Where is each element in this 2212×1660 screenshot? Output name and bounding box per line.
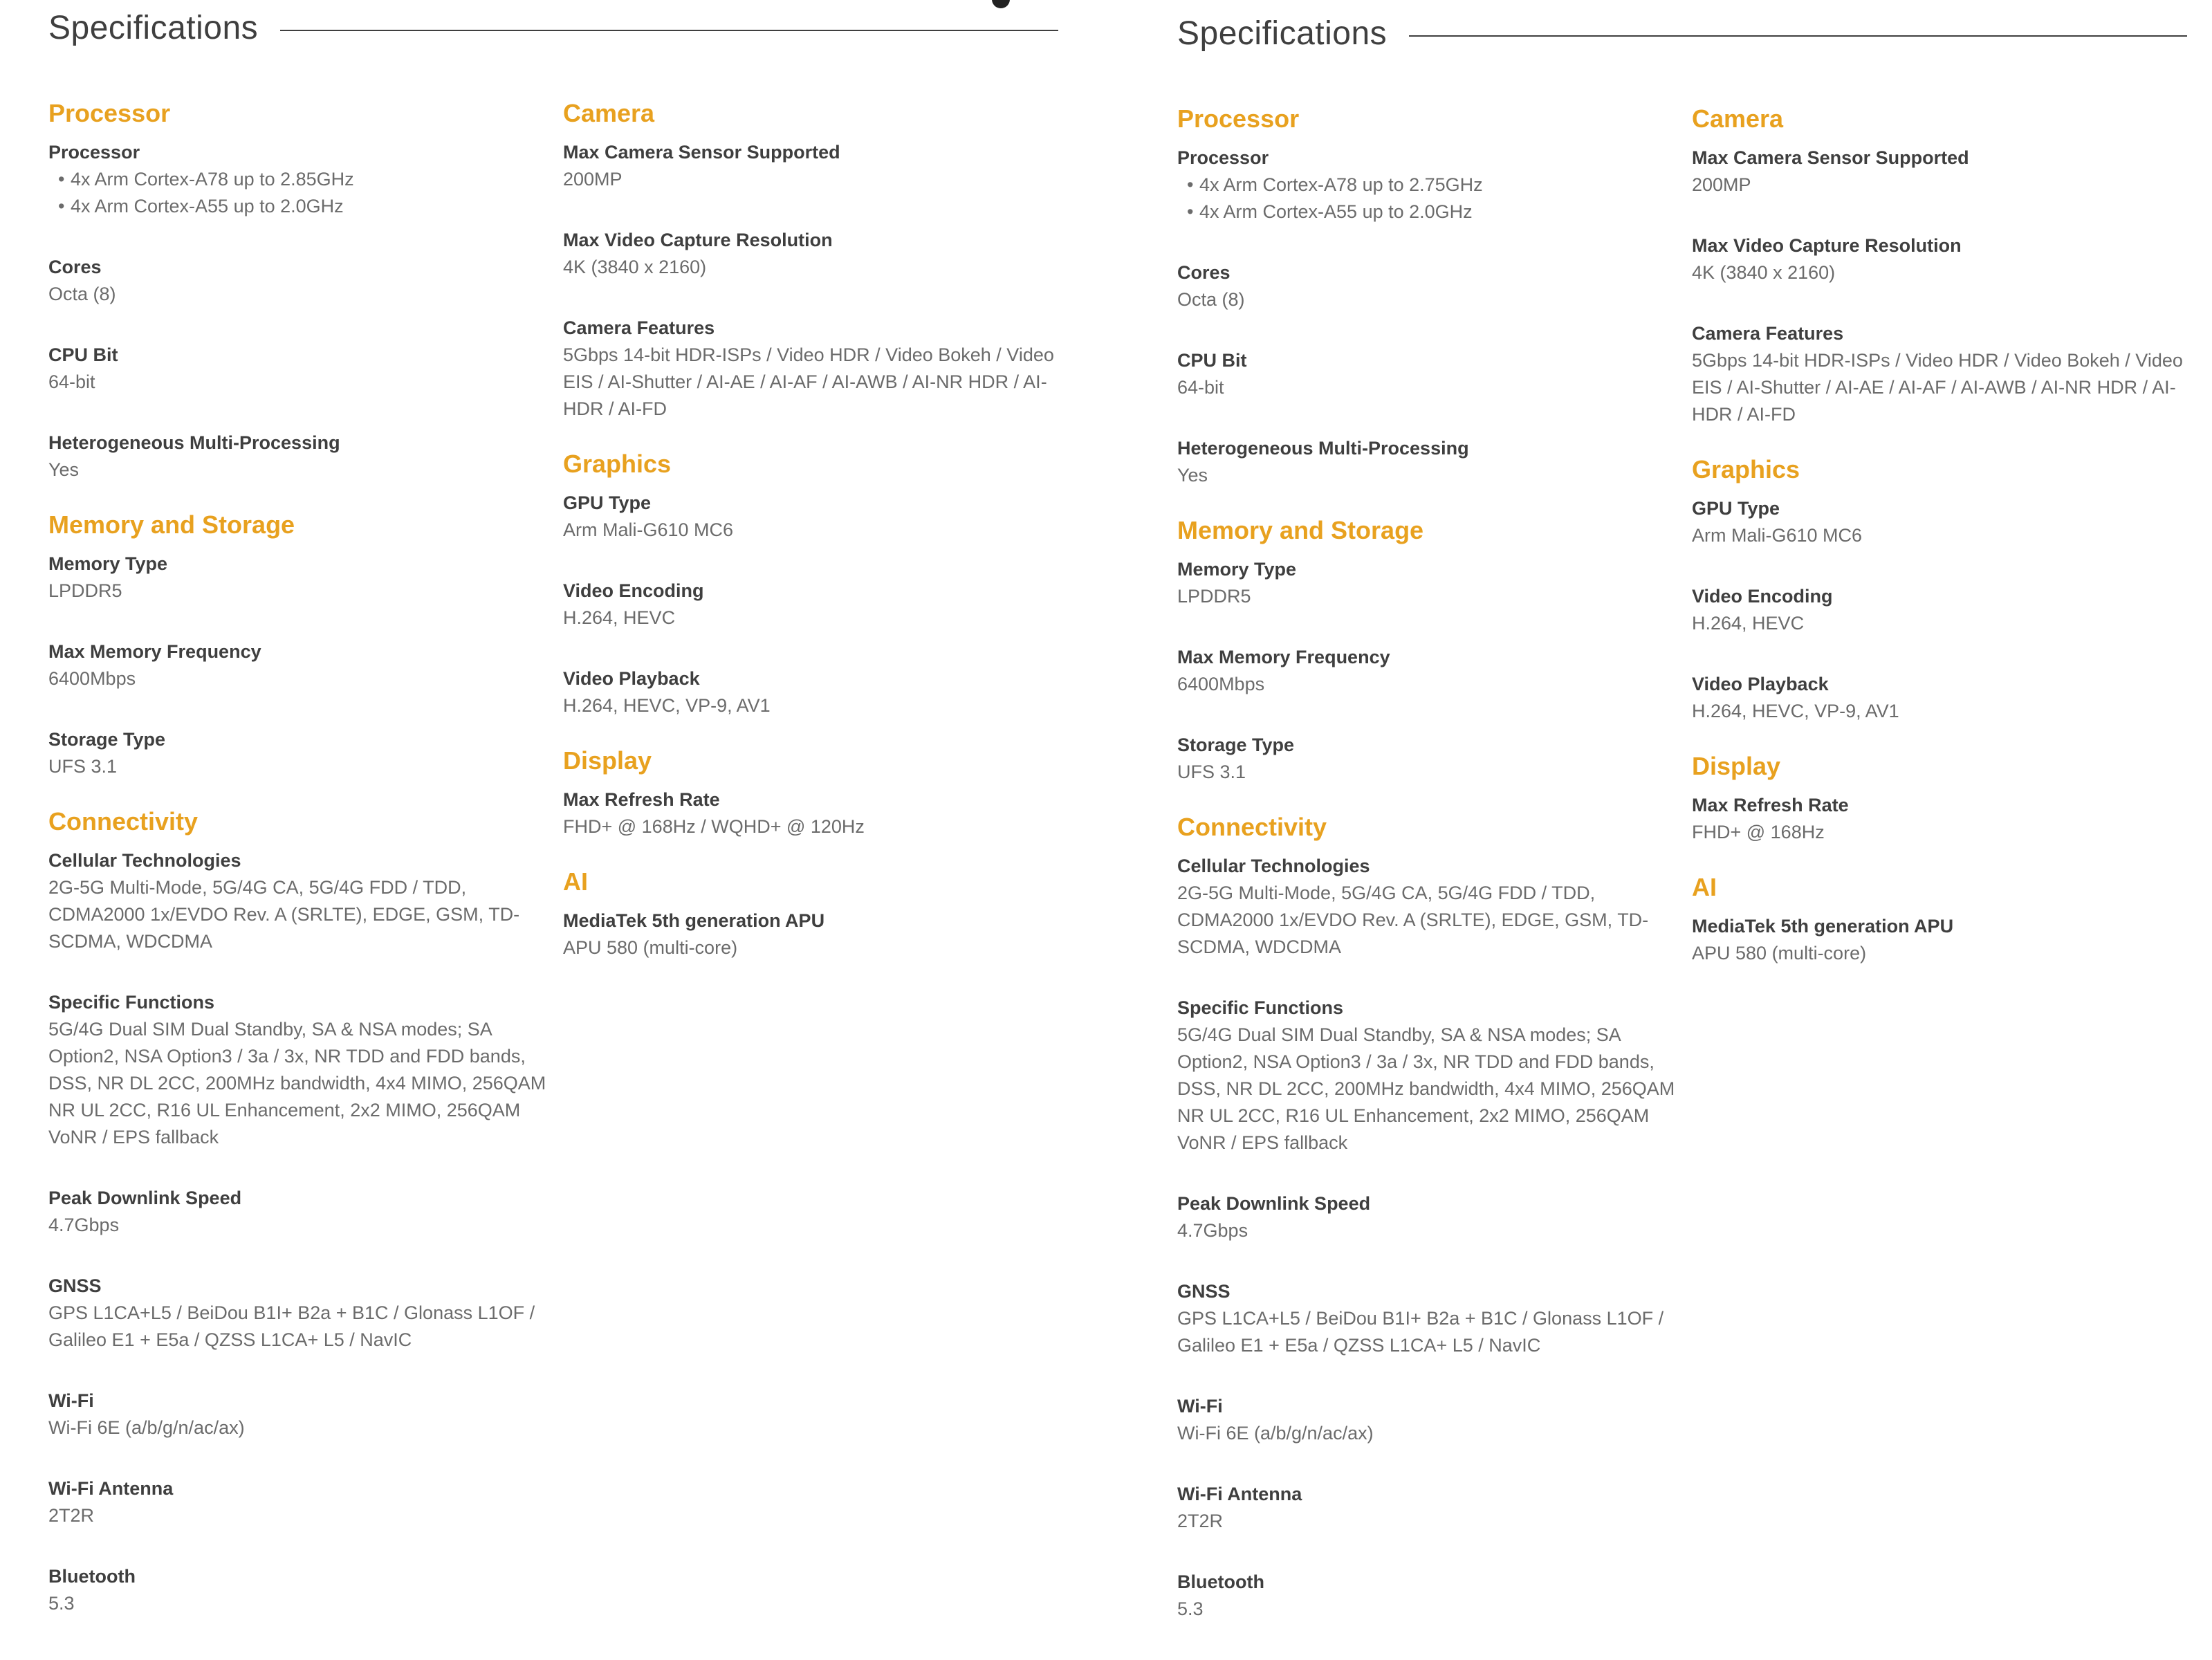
spec-item-gpu-type xyxy=(1692,495,2187,549)
section-title: Camera xyxy=(563,99,655,127)
spec-item-cores xyxy=(48,253,563,308)
spec-title: Specifications xyxy=(1177,15,1388,52)
spec-label: Storage Type xyxy=(1177,735,1295,755)
spec-item-video-encoding xyxy=(563,577,1058,631)
section-memory-storage xyxy=(48,508,563,780)
spec-label: Heterogeneous Multi-Processing xyxy=(1177,438,1469,459)
section-processor xyxy=(48,97,563,483)
spec-value: 5Gbps 14-bit HDR-ISPs / Video HDR / Video Bokeh / Video EIS / AI-Shutter / AI-AE / AI-AF / AI-AWB / AI-NR HDR / AI-HDR / AI-FD xyxy=(563,344,1054,419)
bullet-item: • 4x Arm Cortex-A55 up to 2.0GHz xyxy=(1187,199,1692,225)
spec-label: Wi-Fi Antenna xyxy=(48,1478,174,1499)
spec-item-cellular xyxy=(1177,852,1692,961)
spec-value: Wi-Fi 6E (a/b/g/n/ac/ax) xyxy=(1177,1423,1374,1444)
spec-label: CPU Bit xyxy=(1177,350,1247,371)
spec-label: CPU Bit xyxy=(48,344,118,365)
spec-item-wifi-antenna xyxy=(1177,1480,1692,1535)
spec-item-memory-frequency xyxy=(1177,643,1692,698)
spec-column-right xyxy=(563,97,1058,1642)
spec-item-downlink xyxy=(1177,1190,1692,1244)
spec-label: Max Refresh Rate xyxy=(1692,795,1849,815)
spec-label: Memory Type xyxy=(1177,559,1297,580)
spec-value: H.264, HEVC xyxy=(1692,613,1805,634)
spec-item-apu xyxy=(1692,912,2187,967)
spec-label: Max Video Capture Resolution xyxy=(563,230,833,250)
spec-label: Max Video Capture Resolution xyxy=(1692,235,1962,256)
spec-label: Wi-Fi Antenna xyxy=(1177,1484,1302,1504)
section-display xyxy=(563,744,1058,840)
spec-item-camera-features xyxy=(563,314,1058,423)
spec-label: Storage Type xyxy=(48,729,166,750)
spec-value: 64-bit xyxy=(48,371,95,392)
spec-value: Octa (8) xyxy=(1177,289,1245,310)
spec-item-gpu-type xyxy=(563,489,1058,544)
spec-label: Video Encoding xyxy=(1692,586,1833,607)
spec-label: MediaTek 5th generation APU xyxy=(1692,916,1954,937)
spec-label: Bluetooth xyxy=(1177,1571,1264,1592)
spec-label: Specific Functions xyxy=(48,992,215,1013)
header-divider xyxy=(280,30,1058,31)
spec-value: APU 580 (multi-core) xyxy=(563,937,738,958)
spec-item-cpu-bit xyxy=(1177,347,1692,401)
spec-value: APU 580 (multi-core) xyxy=(1692,943,1867,963)
spec-label: Max Refresh Rate xyxy=(563,789,720,810)
spec-title: Specifications xyxy=(48,9,259,46)
section-camera xyxy=(1692,102,2187,428)
spec-value: H.264, HEVC, VP-9, AV1 xyxy=(563,695,771,716)
spec-label: Max Memory Frequency xyxy=(48,641,261,662)
spec-value: GPS L1CA+L5 / BeiDou B1I+ B2a + B1C / Glonass L1OF / Galileo E1 + E5a / QZSS L1CA+ L5 / NavIC xyxy=(1177,1308,1664,1356)
spec-label: Camera Features xyxy=(563,317,715,338)
spec-item-cores xyxy=(1177,259,1692,313)
spec-item-camera-sensor xyxy=(1692,144,2187,199)
spec-column-left xyxy=(48,97,563,1642)
spec-item-hmp xyxy=(48,429,563,483)
spec-value: UFS 3.1 xyxy=(1177,762,1246,782)
spec-item-video-playback xyxy=(563,665,1058,719)
spec-value: 4.7Gbps xyxy=(48,1215,120,1235)
header-divider xyxy=(1409,35,2187,37)
spec-item-video-playback xyxy=(1692,670,2187,725)
spec-item-processor xyxy=(48,138,563,220)
spec-value: 2T2R xyxy=(1177,1511,1224,1531)
spec-item-processor xyxy=(1177,144,1692,225)
spec-value: GPS L1CA+L5 / BeiDou B1I+ B2a + B1C / Glonass L1OF / Galileo E1 + E5a / QZSS L1CA+ L5 / NavIC xyxy=(48,1302,535,1350)
spec-label: Video Encoding xyxy=(563,580,704,601)
spec-value: Arm Mali-G610 MC6 xyxy=(563,519,734,540)
spec-item-apu xyxy=(563,907,1058,961)
spec-label: Bluetooth xyxy=(48,1566,136,1587)
spec-label: Memory Type xyxy=(48,553,168,574)
spec-value: LPDDR5 xyxy=(48,580,122,601)
spec-item-wifi xyxy=(1177,1392,1692,1447)
section-title: Display xyxy=(563,746,652,775)
spec-item-hmp xyxy=(1177,434,1692,489)
section-title: AI xyxy=(1692,873,1717,901)
section-title: Processor xyxy=(1177,104,1300,133)
section-processor xyxy=(1177,102,1692,489)
spec-label: Wi-Fi xyxy=(1177,1396,1223,1417)
spec-column-left xyxy=(1177,102,1692,1648)
spec-label: Specific Functions xyxy=(1177,997,1344,1018)
section-title: Display xyxy=(1692,752,1781,780)
spec-value: Octa (8) xyxy=(48,284,116,304)
spec-label: GPU Type xyxy=(1692,498,1780,519)
spec-value: LPDDR5 xyxy=(1177,586,1251,607)
spec-item-video-encoding xyxy=(1692,582,2187,637)
section-title: Graphics xyxy=(563,450,672,478)
spec-item-gnss xyxy=(1177,1278,1692,1359)
spec-item-refresh-rate xyxy=(1692,791,2187,846)
spec-column-right xyxy=(1692,102,2187,1648)
spec-item-gnss xyxy=(48,1272,563,1354)
section-camera xyxy=(563,97,1058,423)
spec-value: 2T2R xyxy=(48,1505,95,1526)
section-title: Memory and Storage xyxy=(1177,516,1424,544)
spec-value: Wi-Fi 6E (a/b/g/n/ac/ax) xyxy=(48,1417,245,1438)
spec-item-memory-type xyxy=(48,550,563,605)
section-title: AI xyxy=(563,867,588,896)
section-title: Graphics xyxy=(1692,455,1800,483)
spec-value: UFS 3.1 xyxy=(48,756,118,777)
spec-label: Processor xyxy=(1177,147,1269,168)
spec-label: Cellular Technologies xyxy=(1177,856,1370,876)
spec-value: 6400Mbps xyxy=(1177,674,1265,694)
spec-value: FHD+ @ 168Hz / WQHD+ @ 120Hz xyxy=(563,816,865,837)
spec-label: Peak Downlink Speed xyxy=(48,1188,242,1208)
spec-item-camera-sensor xyxy=(563,138,1058,193)
spec-item-specific-functions xyxy=(1177,994,1692,1156)
spec-value: Yes xyxy=(48,459,80,480)
spec-item-wifi-antenna xyxy=(48,1475,563,1529)
bullet-item: • 4x Arm Cortex-A78 up to 2.85GHz xyxy=(58,166,563,193)
section-memory-storage xyxy=(1177,514,1692,786)
spec-label: Wi-Fi xyxy=(48,1390,94,1411)
spec-item-camera-features xyxy=(1692,320,2187,428)
spec-item-wifi xyxy=(48,1387,563,1441)
spec-label: GNSS xyxy=(48,1275,102,1296)
spec-value: 4K (3840 x 2160) xyxy=(563,257,707,277)
section-title: Connectivity xyxy=(1177,813,1327,841)
spec-value: 5Gbps 14-bit HDR-ISPs / Video HDR / Video Bokeh / Video EIS / AI-Shutter / AI-AE / AI-AF / AI-AWB / AI-NR HDR / AI-HDR / AI-FD xyxy=(1692,350,2183,425)
spec-label: Max Memory Frequency xyxy=(1177,647,1390,667)
spec-label: Max Camera Sensor Supported xyxy=(563,142,840,163)
spec-value: 64-bit xyxy=(1177,377,1224,398)
spec-header xyxy=(48,0,1058,55)
spec-item-video-capture xyxy=(563,226,1058,281)
section-connectivity xyxy=(48,805,563,1617)
spec-panel-right xyxy=(1177,0,2187,1648)
spec-label: MediaTek 5th generation APU xyxy=(563,910,825,931)
spec-value: FHD+ @ 168Hz xyxy=(1692,822,1825,842)
processor-bullets xyxy=(1177,172,1692,225)
section-ai xyxy=(563,865,1058,961)
spec-item-specific-functions xyxy=(48,988,563,1151)
section-ai xyxy=(1692,871,2187,967)
spec-value: Arm Mali-G610 MC6 xyxy=(1692,525,1863,546)
spec-value: 5G/4G Dual SIM Dual Standby, SA & NSA modes; SA Option2, NSA Option3 / 3a / 3x, NR TDD and FDD bands, DSS, NR DL 2CC, 200MHz bandwidth, 4x4 MIMO, 256QAM NR UL 2CC, R16 UL Enhancement, 2x2 MIMO, 256QAM VoNR / EPS fallback xyxy=(1177,1024,1675,1153)
spec-value: 2G-5G Multi-Mode, 5G/4G CA, 5G/4G FDD / TDD, CDMA2000 1x/EVDO Rev. A (SRLTE), EDGE, GSM, TD-SCDMA, WDCDMA xyxy=(1177,883,1649,957)
bullet-item: • 4x Arm Cortex-A55 up to 2.0GHz xyxy=(58,193,563,220)
section-title: Memory and Storage xyxy=(48,510,295,539)
section-title: Processor xyxy=(48,99,171,127)
spec-label: Heterogeneous Multi-Processing xyxy=(48,432,340,453)
spec-value: H.264, HEVC, VP-9, AV1 xyxy=(1692,701,1899,721)
spec-value: 4K (3840 x 2160) xyxy=(1692,262,1836,283)
spec-panel-left xyxy=(48,0,1058,1642)
spec-item-memory-type xyxy=(1177,555,1692,610)
spec-label: Cellular Technologies xyxy=(48,850,241,871)
spec-label: GNSS xyxy=(1177,1281,1231,1302)
section-title: Camera xyxy=(1692,104,1784,133)
spec-label: Cores xyxy=(1177,262,1231,283)
spec-item-bluetooth xyxy=(1177,1568,1692,1623)
spec-item-refresh-rate xyxy=(563,786,1058,840)
section-connectivity xyxy=(1177,811,1692,1623)
spec-item-bluetooth xyxy=(48,1562,563,1617)
spec-item-cellular xyxy=(48,847,563,955)
spec-item-downlink xyxy=(48,1184,563,1239)
spec-value: 4.7Gbps xyxy=(1177,1220,1248,1241)
spec-value: 6400Mbps xyxy=(48,668,136,689)
section-graphics xyxy=(563,448,1058,719)
spec-label: Max Camera Sensor Supported xyxy=(1692,147,1969,168)
spec-item-memory-frequency xyxy=(48,638,563,692)
spec-label: Camera Features xyxy=(1692,323,1844,344)
spec-label: Video Playback xyxy=(1692,674,1829,694)
spec-item-video-capture xyxy=(1692,232,2187,286)
spec-item-storage-type xyxy=(48,726,563,780)
spec-value: 2G-5G Multi-Mode, 5G/4G CA, 5G/4G FDD / TDD, CDMA2000 1x/EVDO Rev. A (SRLTE), EDGE, GSM, TD-SCDMA, WDCDMA xyxy=(48,877,520,952)
section-title: Connectivity xyxy=(48,807,199,836)
spec-value: 5.3 xyxy=(48,1593,75,1614)
spec-item-storage-type xyxy=(1177,731,1692,786)
processor-bullets xyxy=(48,166,563,220)
spec-value: Yes xyxy=(1177,465,1208,486)
spec-label: Peak Downlink Speed xyxy=(1177,1193,1371,1214)
spec-label: GPU Type xyxy=(563,492,652,513)
bullet-item: • 4x Arm Cortex-A78 up to 2.75GHz xyxy=(1187,172,1692,199)
spec-value: 200MP xyxy=(563,169,623,190)
spec-value: 200MP xyxy=(1692,174,1751,195)
spec-label: Cores xyxy=(48,257,102,277)
spec-value: 5.3 xyxy=(1177,1598,1204,1619)
spec-label: Processor xyxy=(48,142,140,163)
spec-value: H.264, HEVC xyxy=(563,607,676,628)
section-graphics xyxy=(1692,453,2187,725)
spec-item-cpu-bit xyxy=(48,341,563,396)
spec-header xyxy=(1177,6,2187,61)
section-display xyxy=(1692,750,2187,846)
spec-label: Video Playback xyxy=(563,668,700,689)
spec-value: 5G/4G Dual SIM Dual Standby, SA & NSA modes; SA Option2, NSA Option3 / 3a / 3x, NR TDD and FDD bands, DSS, NR DL 2CC, 200MHz bandwidth, 4x4 MIMO, 256QAM NR UL 2CC, R16 UL Enhancement, 2x2 MIMO, 256QAM VoNR / EPS fallback xyxy=(48,1019,546,1147)
